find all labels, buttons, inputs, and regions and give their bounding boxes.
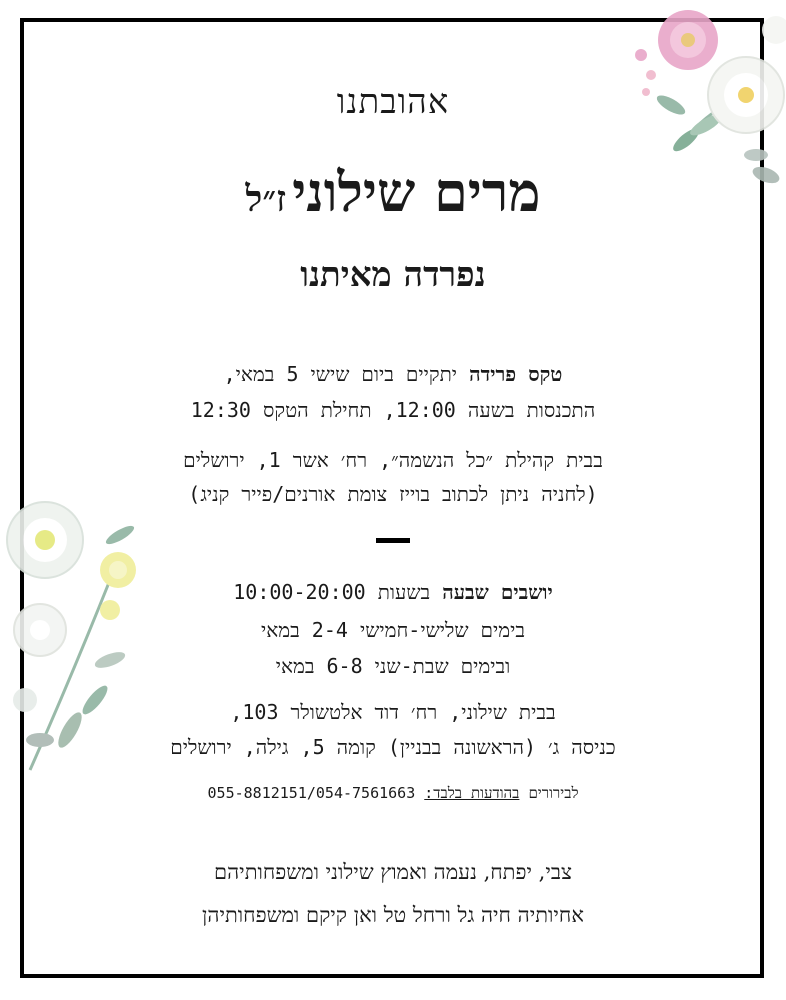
inquiries-phones: 055-8812151/054-7561663	[207, 784, 416, 802]
ceremony-line-1	[0, 362, 786, 387]
shiva-address-2: כניסה ג׳ (הראשונה בבניין) קומה 5, גילה, ירושלים	[170, 735, 616, 759]
parking-note: (לחניה ניתן לכתוב בוייז צומת אורנים/פייר קניג)	[188, 482, 598, 506]
shiva-label: יושבים שבעה	[442, 580, 553, 604]
deceased-name-line	[0, 160, 786, 224]
inquiries-messages-only: בהודעות בלבד:	[424, 784, 520, 802]
parted-line: נפרדה מאיתנו	[300, 255, 486, 295]
ceremony-label: טקס פרידה	[469, 362, 563, 386]
family-line-2: אחיותיה חיה גל ורחל טל ואן קיקם ומשפחותיהן	[202, 903, 584, 927]
ceremony-times: התכנסות בשעה 12:00, תחילת הטקס 12:30	[190, 398, 596, 422]
ceremony-date: יתקיים ביום שישי 5 במאי,	[223, 362, 458, 386]
deceased-name: מרים שילוני	[292, 160, 541, 224]
ceremony-venue: בבית קהילת ״כל הנשמה״, רח׳ אשר 1, ירושלים	[183, 448, 603, 472]
shiva-days-1: בימים שלישי-חמישי 2-4 במאי	[261, 618, 525, 642]
inquiries-prefix: לבירורים	[528, 784, 579, 802]
intro-line: אהובתנו	[336, 82, 450, 122]
family-line-1: צבי, יפתח, נעמה ואמוץ שילוני ומשפחותיהם	[214, 860, 572, 884]
inquiries-line	[0, 784, 786, 803]
honorific: ז״ל	[245, 178, 287, 220]
section-divider	[376, 538, 410, 543]
shiva-address-1: בבית שילוני, רח׳ דוד אלטשולר 103,	[230, 700, 556, 724]
shiva-line-1	[0, 580, 786, 605]
shiva-days-2: ובימים שבת-שני 6-8 במאי	[275, 654, 511, 678]
shiva-hours: בשעות 10:00-20:00	[233, 580, 431, 604]
